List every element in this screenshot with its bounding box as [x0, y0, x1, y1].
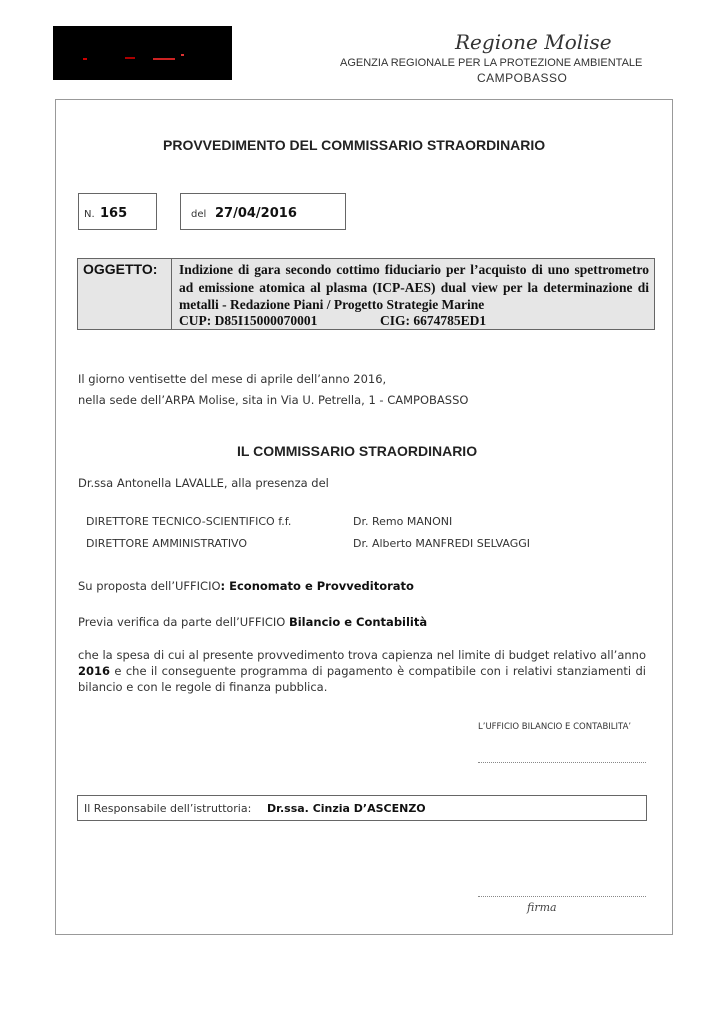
- para-year: 2016: [78, 664, 111, 678]
- section-title: IL COMMISSARIO STRAORDINARIO: [237, 443, 478, 459]
- intro-date-line: Il giorno ventisette del mese di aprile dell’anno 2016,: [78, 372, 387, 386]
- para-part1: che la spesa di cui al presente provvedimento trova capienza nel limite di budget relativo all’anno: [78, 648, 646, 662]
- number-label: N.: [84, 209, 95, 220]
- verifica-office: Bilancio e Contabilità: [288, 615, 428, 629]
- responsabile-name: Dr.ssa. Cinzia D’ASCENZO: [267, 802, 426, 815]
- cup-code: CUP: D85I15000070001: [179, 313, 318, 328]
- official-role-1: DIRETTORE TECNICO-SCIENTIFICO f.f.: [86, 515, 292, 528]
- document-date: 27/04/2016: [215, 206, 297, 221]
- official-name-1: Dr. Remo MANONI: [353, 515, 453, 528]
- budget-paragraph: [78, 647, 646, 695]
- intro-location-line: nella sede dell’ARPA Molise, sita in Via U. Petrella, 1 - CAMPOBASSO: [78, 393, 469, 407]
- firma-label: firma: [527, 901, 557, 914]
- responsabile-box: [77, 795, 647, 821]
- official-name-2: Dr. Alberto MANFREDI SELVAGGI: [353, 537, 531, 550]
- bilancio-signature-line: [478, 762, 646, 763]
- para-part2: e che il conseguente programma di pagamento è compatibile con i relativi stanziamenti di bilancio e con le regole di finanza pubblica.: [78, 664, 646, 694]
- cig-code: CIG: 6674785ED1: [380, 313, 487, 328]
- proposta-prefix: Su proposta dell’UFFICIO: [78, 579, 221, 593]
- document-title: PROVVEDIMENTO DEL COMMISSARIO STRAORDINARIO: [163, 137, 546, 153]
- ufficio-bilancio-label: L’UFFICIO BILANCIO E CONTABILITA’: [478, 722, 632, 732]
- agency-name: AGENZIA REGIONALE PER LA PROTEZIONE AMBIENTALE: [340, 57, 643, 69]
- responsabile-label: Il Responsabile dell’istruttoria:: [84, 802, 252, 815]
- number-box: [78, 193, 157, 230]
- proposta-line: [78, 579, 414, 593]
- arpa-logo: [53, 26, 232, 80]
- date-label: del: [191, 209, 207, 220]
- oggetto-text: Indizione di gara secondo cottimo fiduciario per l’acquisto di uno spettrometro ad emissione atomica al plasma (ICP-AES) dual view per la determinazione di metalli - Redazione Piani / Progetto Strategie Marine: [179, 262, 649, 312]
- proposta-office: : Economato e Provveditorato: [220, 579, 414, 593]
- agency-city: CAMPOBASSO: [477, 71, 568, 85]
- document-number: 165: [100, 206, 128, 221]
- oggetto-label-cell: [77, 258, 172, 330]
- commissario-line: Dr.ssa Antonella LAVALLE, alla presenza del: [78, 476, 329, 490]
- date-box: [180, 193, 346, 230]
- oggetto-label: OGGETTO:: [83, 261, 158, 277]
- region-name: Regione Molise: [455, 30, 612, 54]
- verifica-line: [78, 615, 427, 629]
- official-role-2: DIRETTORE AMMINISTRATIVO: [86, 537, 248, 550]
- verifica-prefix: Previa verifica da parte dell’UFFICIO: [78, 615, 286, 629]
- firma-signature-line: [478, 896, 646, 897]
